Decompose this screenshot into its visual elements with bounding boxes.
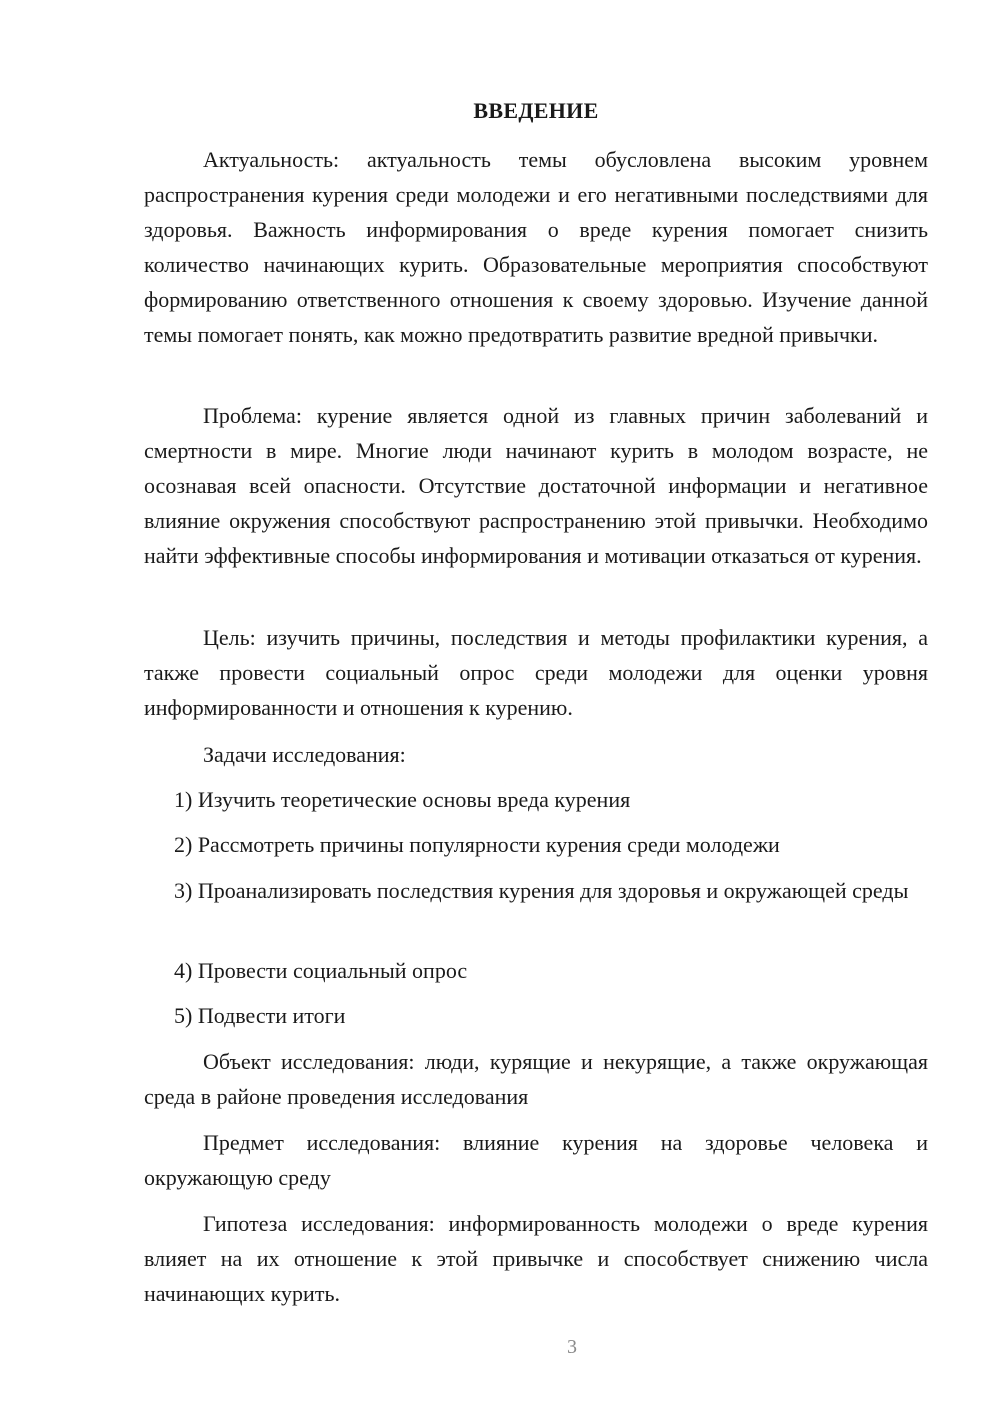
page-title: ВВЕДЕНИЕ — [473, 98, 599, 123]
task-item-1: 1) Изучить теоретические основы вреда курения — [174, 787, 631, 812]
subject-paragraph: Предмет исследования: влияние курения на здоровье человека и окружающую среду — [144, 1130, 928, 1190]
task-item-2: 2) Рассмотреть причины популярности курения среди молодежи — [174, 832, 780, 857]
goal-paragraph: Цель: изучить причины, последствия и методы профилактики курения, а также провести социальный опрос среди молодежи для оценки уровня информированности и отношения к курению. — [144, 625, 928, 720]
hypothesis-paragraph: Гипотеза исследования: информированность молодежи о вреде курения влияет на их отношение к этой привычке и способствует снижению числа начинающих курить. — [144, 1211, 928, 1306]
task-item-3: 3) Проанализировать последствия курения для здоровья и окружающей среды — [174, 878, 909, 903]
problem-paragraph: Проблема: курение является одной из главных причин заболеваний и смертности в мире. Многие люди начинают курить в молодом возрасте, не осознавая всей опасности. Отсутствие достаточной информации и негативное влияние окружения способствуют распространению этой привычки. Необходимо найти эффективные способы информирования и мотивации отказаться от курения. — [144, 403, 928, 568]
page-number: 3 — [567, 1336, 577, 1358]
relevance-paragraph: Актуальность: актуальность темы обусловлена высоким уровнем распространения курения среди молодежи и его негативными последствиями для здоровья. Важность информирования о вреде курения помогает снизить количество начинающих курить. Образовательные мероприятия способствуют формированию ответственного отношения к своему здоровью. Изучение данной темы помогает понять, как можно предотвратить развитие вредной привычки. — [144, 147, 928, 347]
task-item-4: 4) Провести социальный опрос — [174, 958, 468, 983]
object-paragraph: Объект исследования: люди, курящие и некурящие, а также окружающая среда в районе проведения исследования — [144, 1049, 928, 1109]
task-item-5: 5) Подвести итоги — [174, 1003, 346, 1028]
tasks-heading: Задачи исследования: — [203, 742, 406, 767]
